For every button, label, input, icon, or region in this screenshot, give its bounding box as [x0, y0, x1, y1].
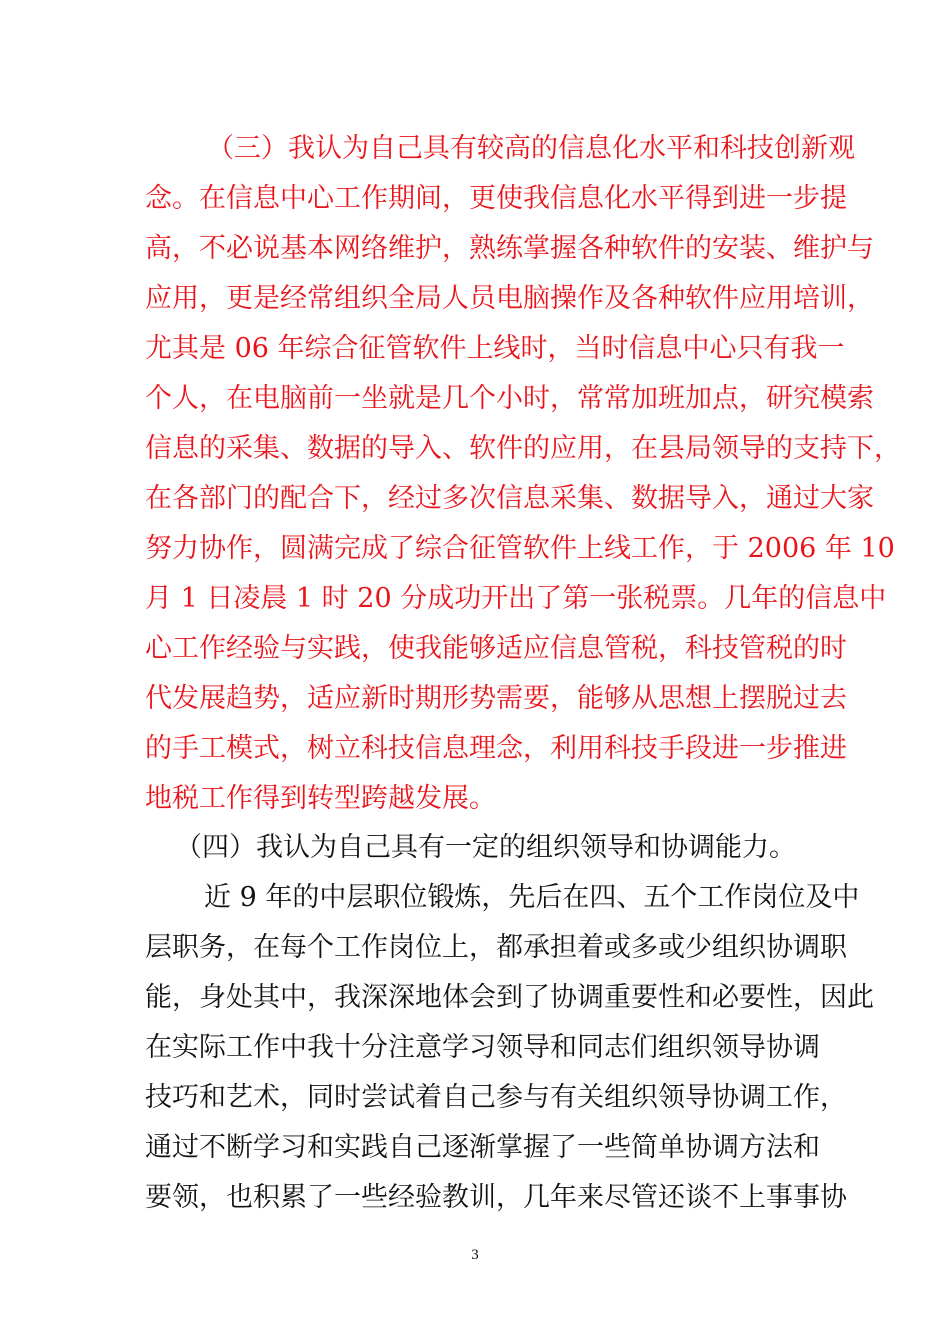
page-number: 3 [471, 1247, 479, 1263]
section3-line-6: 个人，在电脑前一坐就是几个小时，常常加班加点，研究模索 [145, 383, 874, 414]
section3-line-8: 在各部门的配合下，经过多次信息采集、数据导入，通过大家 [145, 483, 874, 514]
section3-line-3: 高，不必说基本网络维护，熟练掌握各种软件的安装、维护与 [145, 233, 874, 264]
section3-line-13: 的手工模式，树立科技信息理念，利用科技手段进一步推进 [145, 733, 847, 764]
section3-line-2: 念。在信息中心工作期间，更使我信息化水平得到进一步提 [145, 183, 847, 214]
section4-heading: （四）我认为自己具有一定的组织领导和协调能力。 [175, 832, 796, 863]
section4-line-5: 技巧和艺术，同时尝试着自己参与有关组织领导协调工作， [145, 1082, 847, 1113]
section3-line-7: 信息的采集、数据的导入、软件的应用，在县局领导的支持下， [145, 433, 901, 464]
section4-line-4: 在实际工作中我十分注意学习领导和同志们组织领导协调 [145, 1032, 820, 1063]
section3-line-11: 心工作经验与实践，使我能够适应信息管税，科技管税的时 [145, 633, 847, 664]
section4-line-7: 要领，也积累了一些经验教训，几年来尽管还谈不上事事协 [145, 1182, 847, 1213]
section3-line-12: 代发展趋势，适应新时期形势需要，能够从思想上摆脱过去 [145, 683, 847, 714]
section3-line-5: 尤其是 06 年综合征管软件上线时，当时信息中心只有我一 [145, 333, 845, 364]
section4-line-3: 能，身处其中，我深深地体会到了协调重要性和必要性，因此 [145, 982, 874, 1013]
section3-line-14: 地税工作得到转型跨越发展。 [145, 783, 496, 814]
section4-line-6: 通过不断学习和实践自己逐渐掌握了一些简单协调方法和 [145, 1132, 820, 1163]
section4-line-1: 近 9 年的中层职位锻炼，先后在四、五个工作岗位及中 [204, 882, 860, 913]
section3-line-9: 努力协作，圆满完成了综合征管软件上线工作，于 2006 年 10 [145, 533, 895, 564]
section4-line-2: 层职务，在每个工作岗位上，都承担着或多或少组织协调职 [145, 932, 847, 963]
section3-line-1: （三）我认为自己具有较高的信息化水平和科技创新观 [207, 133, 855, 164]
section3-line-4: 应用，更是经常组织全局人员电脑操作及各种软件应用培训， [145, 283, 874, 314]
section3-line-10: 月 1 日凌晨 1 时 20 分成功开出了第一张税票。几年的信息中 [145, 583, 887, 614]
